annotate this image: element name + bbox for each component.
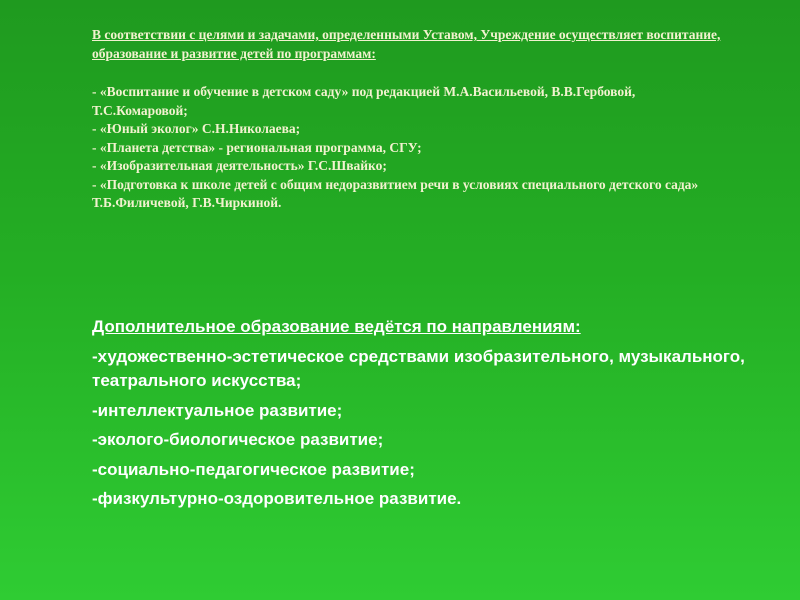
programs-section bbox=[92, 26, 732, 213]
direction-item: -социально-педагогическое развитие; bbox=[92, 459, 415, 479]
programs-intro: В соответствии с целями и задачами, определенными Уставом, Учреждение осуществляет воспитание, образование и развитие детей по программам: bbox=[92, 27, 721, 61]
direction-item: -интеллектуальное развитие; bbox=[92, 400, 343, 420]
program-item: - «Юный эколог» С.Н.Николаева; bbox=[92, 121, 301, 136]
additional-heading: Дополнительное образование ведётся по направлениям: bbox=[92, 317, 581, 336]
additional-education-section bbox=[92, 312, 782, 514]
direction-item: -физкультурно-оздоровительное развитие. bbox=[92, 489, 462, 508]
direction-item: -эколого-биологическое развитие; bbox=[92, 430, 384, 449]
spacer bbox=[92, 63, 732, 83]
program-item: - «Планета детства» - региональная программа, СГУ; bbox=[92, 139, 422, 155]
direction-item: -художественно-эстетическое средствами изобразительного, музыкального, театрального искусства; bbox=[92, 346, 745, 390]
program-item: - «Подготовка к школе детей с общим недоразвитием речи в условиях специального детского сада» Т.Б.Филичевой, Г.В.Чиркиной. bbox=[92, 176, 699, 210]
program-item: - «Воспитание и обучение в детском саду» под редакцией М.А.Васильевой, В.В.Гербовой, Т.С.Комаровой; bbox=[92, 84, 636, 118]
program-item: - «Изобразительная деятельность» Г.С.Швайко; bbox=[92, 158, 387, 173]
